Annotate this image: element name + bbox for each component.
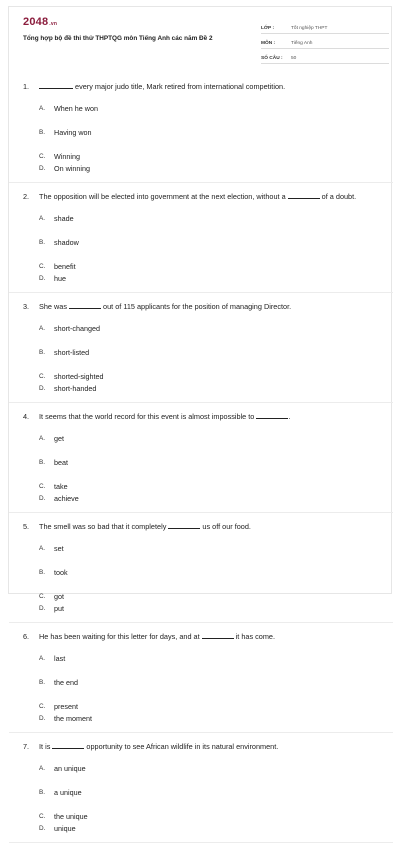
question-line: [23, 302, 383, 312]
option-text: achieve: [54, 493, 79, 503]
question-text: [39, 192, 383, 202]
question-item: [9, 623, 393, 733]
meta-key: LỚP :: [261, 26, 275, 31]
option-text: the end: [54, 677, 78, 687]
option-text: last: [54, 653, 66, 663]
option-text: beat: [54, 457, 68, 467]
question-item: [9, 513, 393, 623]
question-text-before: It seems that the world record for this event is almost impossible to: [39, 412, 257, 421]
meta-key: MÔN :: [261, 41, 276, 46]
meta-key: SỐ CÂU :: [261, 56, 283, 61]
question-text: [39, 302, 383, 312]
option-text: short-handed: [54, 383, 97, 393]
option-letter: C.: [39, 812, 46, 820]
option-text: the unique: [54, 811, 88, 821]
option-letter: A.: [39, 654, 46, 662]
meta-row-class: [261, 19, 389, 34]
answer-option[interactable]: [39, 542, 213, 554]
question-line: [23, 522, 383, 532]
answer-option[interactable]: [39, 492, 213, 504]
question-text: [39, 412, 383, 422]
answer-option[interactable]: [39, 676, 213, 688]
option-letter: C.: [39, 262, 46, 270]
answer-option[interactable]: [39, 762, 213, 774]
question-text: [39, 632, 383, 642]
option-letter: C.: [39, 592, 46, 600]
logo-text: 2048: [23, 16, 49, 28]
answer-options: [23, 102, 383, 174]
question-item: [9, 293, 393, 403]
answer-blank: [69, 302, 101, 309]
answer-option[interactable]: [39, 480, 213, 492]
option-text: take: [54, 481, 68, 491]
answer-options: [23, 652, 383, 724]
exam-header: [9, 7, 391, 71]
answer-option[interactable]: [39, 370, 213, 382]
option-text: present: [54, 701, 78, 711]
option-letter: C.: [39, 372, 46, 380]
option-text: unique: [54, 823, 76, 833]
answer-blank: [202, 632, 234, 639]
answer-option[interactable]: [39, 432, 213, 444]
option-text: a unique: [54, 787, 82, 797]
option-text: get: [54, 433, 64, 443]
question-line: [23, 632, 383, 642]
meta-value: Tốt nghiệp THPT: [291, 26, 328, 31]
answer-options: [23, 762, 383, 834]
answer-option[interactable]: [39, 700, 213, 712]
question-text-before: He has been waiting for this letter for days, and at: [39, 632, 202, 641]
option-text: benefit: [54, 261, 76, 271]
answer-blank: [52, 742, 84, 749]
question-number: 3.: [23, 302, 30, 311]
answer-option[interactable]: [39, 652, 213, 664]
option-text: set: [54, 543, 64, 553]
question-number: 6.: [23, 632, 30, 641]
option-letter: A.: [39, 214, 46, 222]
option-letter: D.: [39, 164, 46, 172]
answer-blank: [256, 412, 291, 421]
answer-blank: [288, 192, 320, 199]
option-letter: A.: [39, 104, 46, 112]
option-letter: B.: [39, 128, 46, 136]
exam-page: [8, 6, 392, 833]
question-text: [39, 522, 383, 532]
option-text: Winning: [54, 151, 80, 161]
option-letter: B.: [39, 788, 46, 796]
answer-option[interactable]: [39, 150, 213, 162]
option-text: hue: [54, 273, 66, 283]
option-text: got: [54, 591, 64, 601]
question-line: [23, 82, 383, 92]
option-text: shorted-sighted: [54, 371, 104, 381]
question-text-after: opportunity to see African wildlife in its natural environment.: [84, 742, 279, 751]
answer-blank: [168, 522, 200, 529]
option-text: the moment: [54, 713, 92, 723]
question-text: [39, 742, 383, 752]
answer-option[interactable]: [39, 322, 213, 334]
option-letter: D.: [39, 604, 46, 612]
question-item: [9, 183, 393, 293]
answer-option[interactable]: [39, 810, 213, 822]
option-text: took: [54, 567, 68, 577]
option-letter: A.: [39, 434, 46, 442]
answer-options: [23, 322, 383, 394]
question-line: [23, 412, 383, 422]
question-item: [9, 733, 393, 843]
option-letter: D.: [39, 714, 46, 722]
exam-title: Tổng hợp bộ đề thi thử THPTQG môn Tiếng Anh các năm Đề 2: [23, 35, 213, 42]
option-letter: D.: [39, 824, 46, 832]
option-letter: B.: [39, 568, 46, 576]
question-number: 1.: [23, 82, 30, 91]
answer-option[interactable]: [39, 162, 213, 174]
answer-option[interactable]: [39, 602, 213, 614]
meta-row-count: [261, 49, 389, 64]
answer-options: [23, 542, 383, 614]
question-text-before: It is: [39, 742, 53, 751]
question-text-before: The opposition will be elected into government at the next election, without a: [39, 192, 288, 201]
answer-options: [23, 432, 383, 504]
question-text-after: every major judo title, Mark retired from international competition.: [73, 82, 286, 91]
answer-option[interactable]: [39, 346, 213, 358]
option-text: Having won: [54, 127, 92, 137]
question-line: [23, 742, 383, 752]
answer-blank: [39, 82, 73, 89]
answer-option[interactable]: [39, 590, 213, 602]
option-text: When he won: [54, 103, 98, 113]
meta-value: 50: [291, 56, 297, 61]
question-text-after: us off our food.: [200, 522, 251, 531]
option-text: put: [54, 603, 64, 613]
question-number: 4.: [23, 412, 30, 421]
exam-meta: [261, 19, 389, 64]
answer-option[interactable]: [39, 260, 213, 272]
option-text: shadow: [54, 237, 79, 247]
question-item: [9, 403, 393, 513]
option-text: short-changed: [54, 323, 100, 333]
question-text-before: She was: [39, 302, 70, 311]
meta-value: Tiếng Anh: [291, 41, 313, 46]
question-text: [39, 82, 383, 92]
option-letter: D.: [39, 494, 46, 502]
question-text-after: of a doubt.: [319, 192, 357, 201]
question-number: 2.: [23, 192, 30, 201]
option-letter: A.: [39, 324, 46, 332]
answer-option[interactable]: [39, 126, 213, 138]
answer-option[interactable]: [39, 212, 213, 224]
option-letter: B.: [39, 348, 46, 356]
answer-option[interactable]: [39, 236, 213, 248]
option-letter: B.: [39, 458, 46, 466]
question-text-after: out of 115 applicants for the position of managing Director.: [101, 302, 292, 311]
answer-option[interactable]: [39, 786, 213, 798]
question-item: [9, 73, 393, 183]
answer-option[interactable]: [39, 712, 213, 724]
option-letter: C.: [39, 482, 46, 490]
option-letter: A.: [39, 764, 46, 772]
option-text: On winning: [54, 163, 90, 173]
question-list: [9, 73, 393, 843]
site-logo[interactable]: [23, 16, 57, 28]
option-letter: B.: [39, 238, 46, 246]
option-letter: D.: [39, 274, 46, 282]
meta-row-subject: [261, 34, 389, 49]
question-text-after: .: [288, 412, 291, 421]
answer-options: [23, 212, 383, 284]
option-letter: C.: [39, 702, 46, 710]
question-number: 5.: [23, 522, 30, 531]
question-line: [23, 192, 383, 202]
question-text-before: The smell was so bad that it completely: [39, 522, 169, 531]
answer-option[interactable]: [39, 382, 213, 394]
question-number: 7.: [23, 742, 30, 751]
option-letter: B.: [39, 678, 46, 686]
answer-option[interactable]: [39, 102, 213, 114]
answer-option[interactable]: [39, 272, 213, 284]
option-letter: C.: [39, 152, 46, 160]
answer-option[interactable]: [39, 822, 213, 834]
answer-option[interactable]: [39, 566, 213, 578]
option-text: an unique: [54, 763, 86, 773]
option-text: short-listed: [54, 347, 90, 357]
logo-suffix: .vn: [49, 21, 58, 27]
option-letter: A.: [39, 544, 46, 552]
option-letter: D.: [39, 384, 46, 392]
option-text: shade: [54, 213, 74, 223]
question-text-after: it has come.: [233, 632, 276, 641]
answer-option[interactable]: [39, 456, 213, 468]
